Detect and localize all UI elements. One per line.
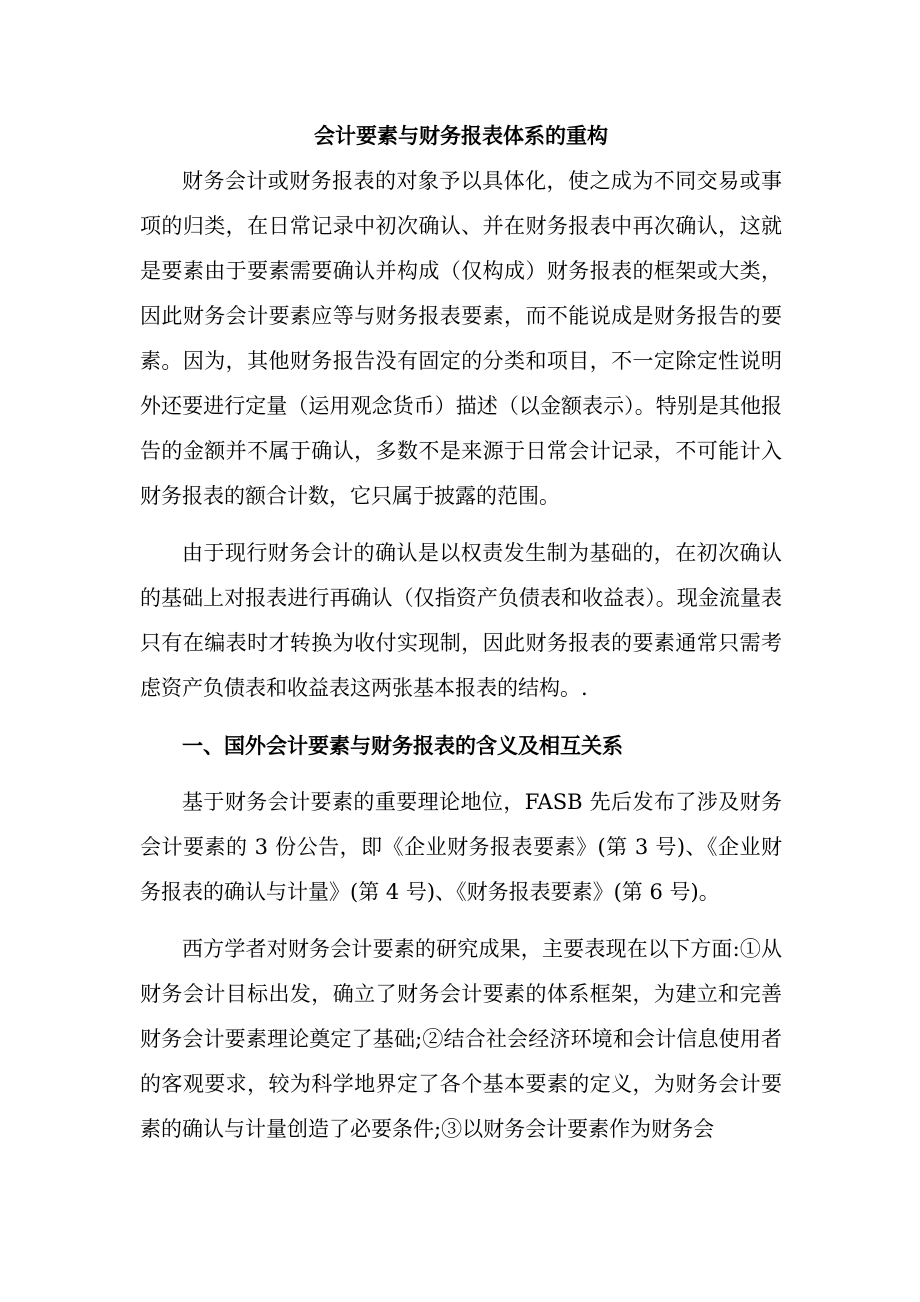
paragraph-western-research: 西方学者对财务会计要素的研究成果，主要表现在以下方面:①从财务会计目标出发，确立了财务会计要素的体系框架，为建立和完善财务会计要素理论奠定了基础;②结合社会经济环境和会计信息使用者的客观要求，较为科学地界定了各个基本要素的定义，为财务会计要素的确认与计量创造了必要条件;③以财务会计要素作为财务会 bbox=[140, 937, 782, 1141]
spacer bbox=[140, 915, 782, 927]
document-title: 会计要素与财务报表体系的重构 bbox=[314, 123, 608, 148]
paragraph-recognition: 由于现行财务会计的确认是以权责发生制为基础的，在初次确认的基础上对报表进行再确认（仅指资产负债表和收益表）。现金流量表只有在编表时才转换为收付实现制，因此财务报表的要素通常只需考虑资产负债表和收益表这两张基本报表的结构。. bbox=[140, 541, 782, 700]
paragraph-fasb: 基于财务会计要素的重要理论地位，FASB 先后发布了涉及财务会计要素的 3 份公告，即《企业财务报表要素》(第 3 号)、《企业财务报表的确认与计量》(第 4 号)、《财务报表要素》(第 6 号)。 bbox=[140, 790, 782, 904]
paragraph-intro: 财务会计或财务报表的对象予以具体化，使之成为不同交易或事项的归类，在日常记录中初次确认、并在财务报表中再次确认，这就是要素由于要素需要确认并构成（仅构成）财务报表的框架或大类，因此财务会计要素应等与财务报表要素，而不能说成是财务报告的要素。因为，其他财务报告没有固定的分类和项目，不一定除定性说明外还要进行定量（运用观念货币）描述（以金额表示）。特别是其他报告的金额并不属于确认，多数不是来源于日常会计记录，不可能计入财务报表的额合计数，它只属于披露的范围。 bbox=[140, 169, 782, 508]
spacer bbox=[140, 768, 782, 780]
document-page bbox=[140, 118, 782, 1152]
section-heading-1: 一、国外会计要素与财务报表的含义及相互关系 bbox=[182, 733, 623, 758]
spacer bbox=[140, 519, 782, 531]
spacer bbox=[140, 711, 782, 723]
